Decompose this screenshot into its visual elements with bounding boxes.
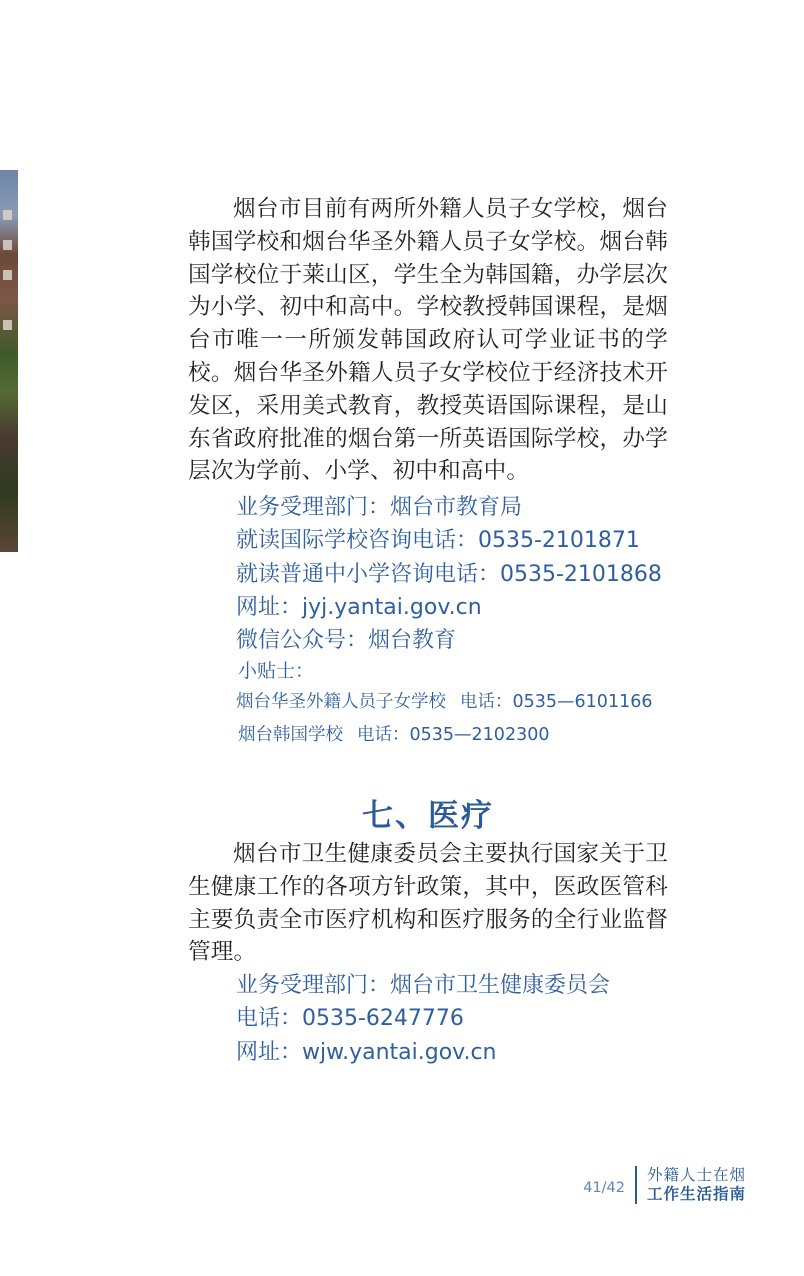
tips-box <box>236 656 652 752</box>
schools-department: 业务受理部门：烟台市教育局 <box>236 495 523 520</box>
page-number: 41/42 <box>583 1180 625 1196</box>
schools-website-link[interactable]: 网址：jyj.yantai.gov.cn <box>236 594 482 620</box>
tip-school-name: 烟台韩国学校 <box>238 725 343 745</box>
photo-window <box>3 320 12 330</box>
guide-title-line1: 外籍人士在烟 <box>646 1166 746 1184</box>
schools-paragraph: 烟台市目前有两所外籍人员子女学校，烟台韩国学校和烟台华圣外籍人员子女学校。烟台韩国学校位于莱山区，学生全为韩国籍，办学层次为小学、初中和高中。学校教授韩国课程，是烟台市唯一一所颁发韩国政府认可学业证书的学校。烟台华圣外籍人员子女学校位于经济技术开发区，采用美式教育，教授英语国际课程，是山东省政府批准的烟台第一所英语国际学校，办学层次为学前、小学、初中和高中。 <box>188 196 668 485</box>
medical-paragraph: 烟台市卫生健康委员会主要执行国家关于卫生健康工作的各项方针政策，其中，医政医管科主要负责全市医疗机构和医疗服务的全行业监督管理。 <box>188 841 668 966</box>
footer-divider <box>635 1166 637 1204</box>
page-footer <box>583 1166 746 1204</box>
medical-phone: 电话：0535-6247776 <box>236 1006 464 1032</box>
tip-item <box>236 686 652 719</box>
guide-title <box>647 1166 746 1204</box>
schools-info-list <box>236 491 662 657</box>
tip-school-phone: 电话：0535—2102300 <box>357 725 550 745</box>
medical-department: 业务受理部门：烟台市卫生健康委员会 <box>236 973 611 998</box>
tip-school-name: 烟台华圣外籍人员子女学校 <box>236 692 446 712</box>
photo-window <box>3 210 12 220</box>
tip-item <box>238 719 652 752</box>
tips-title: 小贴士： <box>238 660 315 682</box>
medical-website-link[interactable]: 网址：wjw.yantai.gov.cn <box>236 1039 497 1065</box>
photo-window <box>3 240 12 250</box>
tip-school-phone: 电话：0535—6101166 <box>460 692 653 712</box>
international-school-phone: 就读国际学校咨询电话：0535-2101871 <box>236 528 640 554</box>
medical-info-list <box>236 969 610 1069</box>
schools-wechat: 微信公众号：烟台教育 <box>236 628 457 654</box>
section-title-medical: 七、医疗 <box>362 798 494 834</box>
photo-window <box>3 270 12 280</box>
regular-school-phone: 就读普通中小学咨询电话：0535-2101868 <box>236 561 662 587</box>
building-photo-edge <box>0 170 18 552</box>
guide-title-line2: 工作生活指南 <box>646 1185 746 1203</box>
